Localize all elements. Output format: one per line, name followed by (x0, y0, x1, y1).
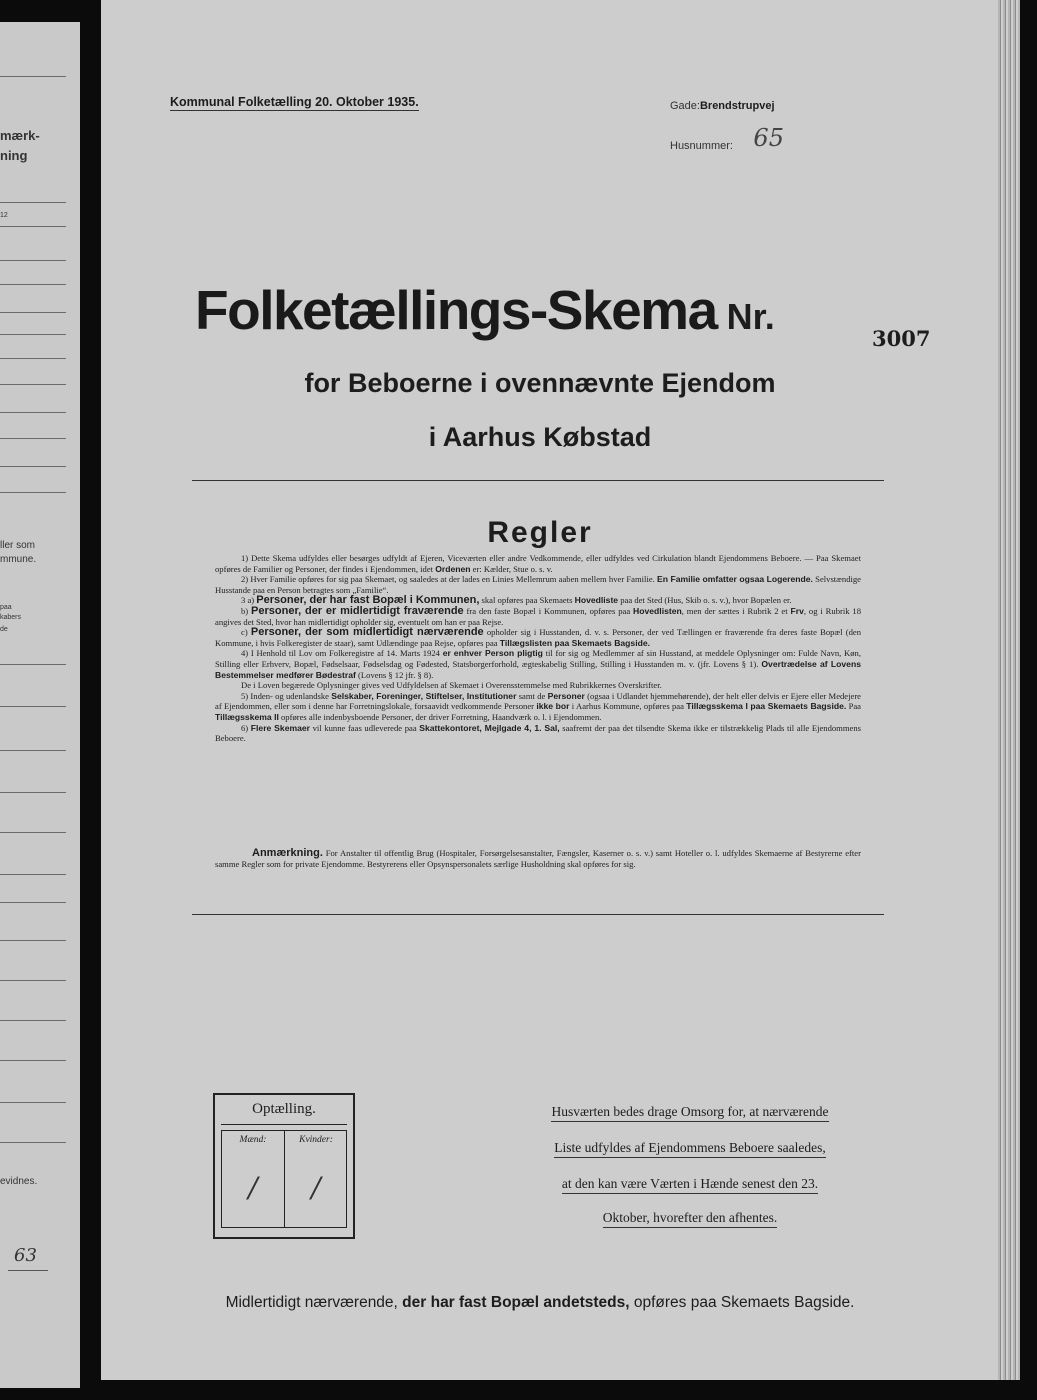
ruled-line (0, 940, 66, 941)
tally-box (213, 1093, 355, 1239)
handwritten-number: 63 (14, 1245, 37, 1266)
ruled-line (0, 466, 66, 467)
host-note-line: at den kan være Værten i Hænde senest den 23. (505, 1176, 875, 1192)
ruled-line (0, 874, 66, 875)
fragment-text: 12 (0, 212, 8, 219)
fragment-text: ller som (0, 540, 36, 551)
form-number: 3007 (872, 326, 931, 351)
ruled-line (0, 1060, 66, 1061)
remark-text: For Anstalter til offentlig Brug (Hospitaler, Forsørgelsesanstalter, Fængsler, Kaserner o. s. v.) samt Hoteller o. l. udfyldes Skemaerne af Bestyrerne efter samme Regler som for private Ejendomme. Bestyrerens eller Opsynspersonalets særlige Husholdning skal opføres for sig. (215, 848, 861, 869)
remark-label: Anmærkning. (252, 847, 323, 859)
rule-1: 1) Dette Skema udfyldes eller besørges udfyldt af Ejeren, Viceværten eller andre Vedkommende, eller udfyldes ved Cirkulation blandt Ejendommens Beboere. — Paa Skemaet opføres de Familier og Personer, der findes i Ejendommen, idet Ordenen er: Kælder, Stue o. s. v. (215, 553, 861, 574)
street-label: Gade: (670, 100, 700, 112)
rule-5: 5) Inden- og udenlandske Selskaber, Foreninger, Stiftelser, Institutioner samt de Personer (ogsaa i Udlandet hjemmehørende), der helt eller delvis er Ejere eller Medejere af Ejendommen, eller som i denne har Forretningslokale, forsaavidt vedkommende Personer ikke bor i Aarhus Kommune, opføres paa Tillægsskema I paa Skemaets Bagside. Paa Tillægsskema II opføres alle indenbysboende Personer, der driver Forretning, Haandværk o. l. i Ejendommen. (215, 690, 862, 722)
men-label: Mænd: (239, 1135, 267, 1145)
ruled-line (0, 902, 66, 903)
ruled-line (0, 980, 66, 981)
ruled-line (0, 412, 66, 413)
ruled-line (0, 750, 66, 751)
ruled-line (0, 1102, 66, 1103)
ruled-line (0, 792, 66, 793)
subtitle-residents: for Beboerne i ovennævnte Ejendom (304, 368, 776, 398)
ruled-line (0, 226, 66, 227)
street-field (670, 96, 775, 114)
host-note-line: Husværten bedes drage Omsorg for, at nærværende (505, 1104, 875, 1120)
rule-6: 6) Flere Skemaer vil kunne faas udleverede paa Skattekontoret, Mejlgade 4, 1. Sal, saafremt der paa det tilsendte Skema ikke er tilstrækkelig Plads til alle Ejendommens Beboere. (215, 722, 861, 744)
rules-heading: Regler (487, 516, 593, 549)
remark (215, 848, 861, 870)
ruled-line (0, 1142, 66, 1143)
fragment-text: evidnes. (0, 1176, 38, 1187)
host-note-line: Liste udfyldes af Ejendommens Beboere saaledes, (505, 1140, 875, 1156)
street-value: Brendstrupvej (699, 100, 775, 112)
title-row (195, 278, 775, 342)
fragment-text: mærk- (0, 128, 40, 143)
rule-4: 4) I Henhold til Lov om Folkeregistre af 14. Marts 1924 er enhver Person pligtig til for sig og Medlemmer af sin Husstand, at meddele Oplysninger om: Fulde Navn, Køn, Stilling eller Erhverv, Bopæl, Fødselsaar, Fødselsdag og Fødested, Statsborgerforhold, ægteskabelig Stilling, Stilling i Husstanden m. v. (jfr. Lovens § 1). Overtrædelse af Lovens Bestemmelser medfører Bødestraf (Lovens § 12 jfr. § 8). (215, 648, 861, 680)
ruled-line (0, 384, 66, 385)
subtitle-town: i Aarhus Købstad (428, 422, 652, 452)
fragment-text: de (0, 626, 8, 633)
ruled-line (0, 284, 66, 285)
divider (192, 914, 884, 915)
rules-text (215, 553, 861, 744)
house-number-field (670, 124, 784, 152)
house-number-label: Husnummer: (670, 140, 733, 152)
ruled-line (0, 664, 66, 665)
house-number-value: 65 (753, 124, 784, 152)
divider (192, 480, 884, 481)
ruled-line (0, 358, 66, 359)
handwritten-underline (8, 1270, 48, 1271)
ruled-line (0, 202, 66, 203)
ruled-line (0, 260, 66, 261)
footer-note: Midlertidigt nærværende, der har fast Bopæl andetsteds, opføres paa Skemaets Bagside. (225, 1294, 855, 1311)
rule-4-note: De i Loven begærede Oplysninger gives ved Udfyldelsen af Skemaet i Overensstemmelse med Rubrikkernes Overskrifter. (241, 680, 662, 691)
men-count: / (248, 1171, 258, 1204)
fragment-text: paa (0, 604, 12, 611)
page-stack-edge (998, 0, 1020, 1380)
ruled-line (0, 832, 66, 833)
previous-page-edge (0, 22, 80, 1388)
rule-3b: b) Personer, der er midlertidigt fraværende fra den faste Bopæl i Kommunen, opføres paa Hovedlisten, men der sættes i Rubrik 2 et Frv, og i Rubrik 18 angives det Sted, hvor han midlertidigt opholder sig, eventuelt om han er paa Rejse. (215, 604, 862, 627)
ruled-line (0, 492, 66, 493)
rule-3a: 3 a) Personer, der har fast Bopæl i Kommunen, skal opføres paa Skemaets Hovedliste paa det Sted (Hus, Skib o. s. v.), hvor Bopælen er. (241, 594, 792, 607)
rule-2: 2) Hver Familie opføres for sig paa Skemaet, og saaledes at der lades en Linies Mellemrum aaben mellem hver Familie. En Familie omfatter ogsaa Logerende. Selvstændige Husstande paa en Person betragtes som „Familie“. (215, 574, 861, 595)
form-title: Folketællings-Skema (195, 279, 717, 341)
fragment-text: mmune. (0, 554, 37, 565)
rule-3c: c) Personer, der som midlertidigt nærværende opholder sig i Husstanden, d. v. s. Personer, der ved Tællingen er fraværende fra deres faste Bopæl (den Kommune, i hvis Folkeregister de staar), samt Udlændinge paa Rejse, opføres paa Tillægslisten paa Skemaets Bagside. (215, 626, 862, 648)
ruled-line (0, 334, 66, 335)
ruled-line (0, 76, 66, 77)
number-label: Nr. (726, 296, 775, 337)
fragment-text: kabers (0, 614, 22, 621)
host-note-line: Oktober, hvorefter den afhentes. (505, 1210, 875, 1226)
fragment-text: ning (0, 148, 28, 163)
tally-title: Optælling. (252, 1101, 316, 1117)
ruled-line (0, 312, 66, 313)
tally-grid (221, 1130, 347, 1228)
ruled-line (0, 1020, 66, 1021)
census-label: Kommunal Folketælling 20. Oktober 1935. (170, 95, 419, 109)
ruled-line (0, 706, 66, 707)
tally-title-rule (221, 1124, 347, 1125)
ruled-line (0, 438, 66, 439)
women-count: / (311, 1171, 321, 1204)
women-label: Kvinder: (299, 1135, 333, 1145)
